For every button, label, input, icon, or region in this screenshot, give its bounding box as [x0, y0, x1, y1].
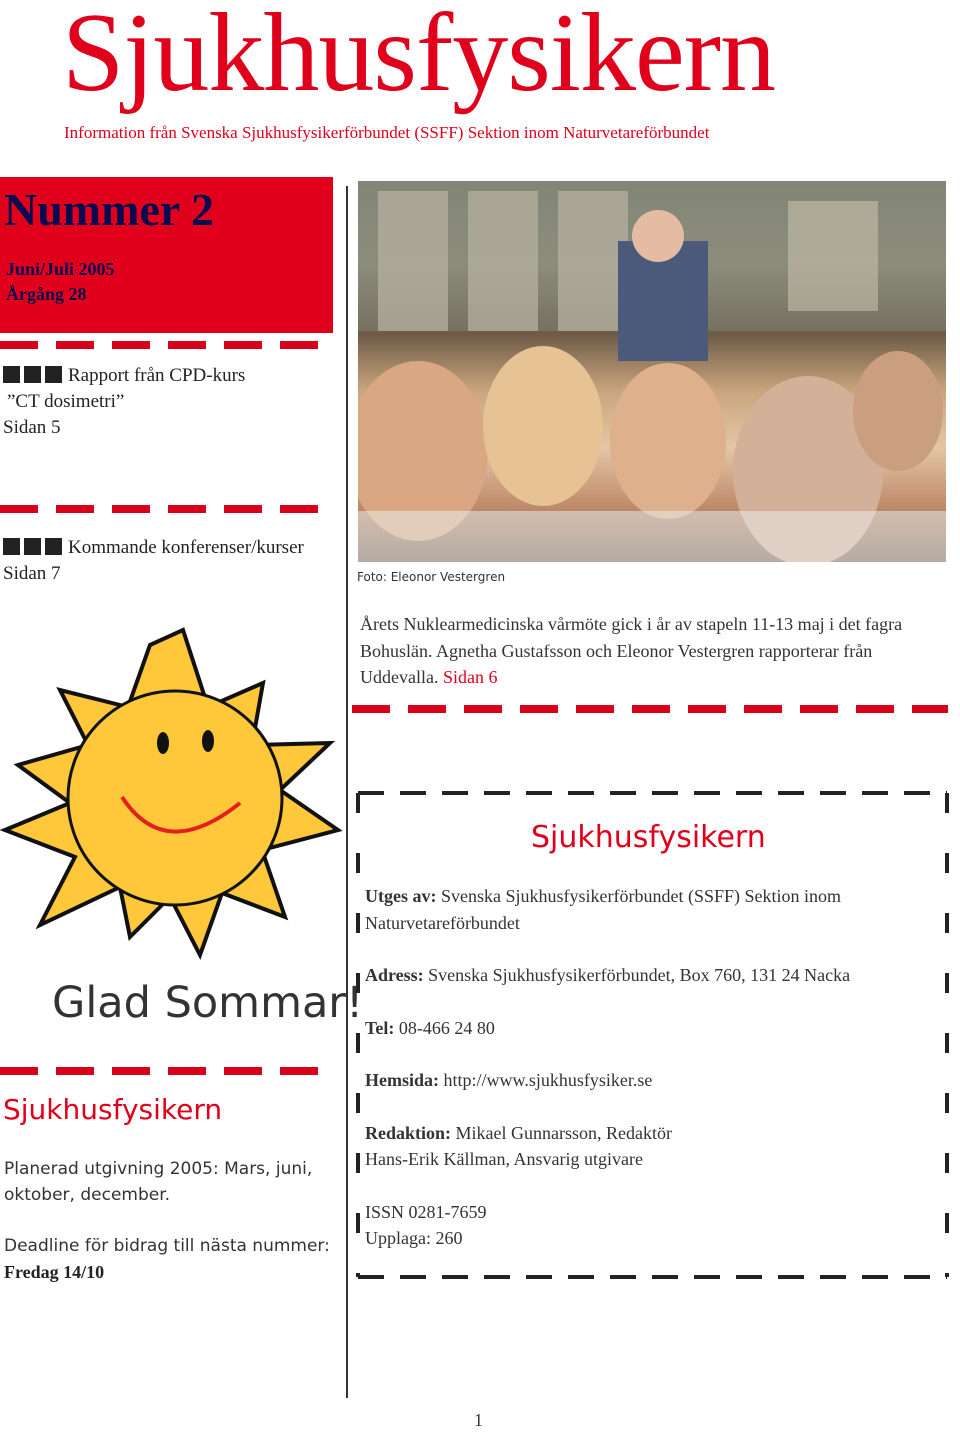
summer-greeting: Glad Sommar! — [52, 978, 364, 1028]
issue-box — [0, 177, 333, 333]
colophon-address: Adress: Svenska Sjukhusfysikerförbundet, Box 760, 131 24 Nacka — [365, 965, 851, 985]
schedule-heading: Sjukhusfysikern — [3, 1093, 223, 1126]
smiling-sun-icon — [0, 625, 345, 960]
schedule-planned: Planerad utgivning 2005: Mars, juni, oktober, december. — [4, 1159, 313, 1205]
colophon-editor: Redaktion: Mikael Gunnarsson, Redaktör — [365, 1122, 672, 1143]
masthead-title: Sjukhusfysikern — [62, 0, 775, 115]
divider — [0, 505, 334, 513]
issue-number: Nummer 2 — [4, 184, 214, 235]
bullet-squares-icon — [3, 366, 62, 383]
conference-photo — [358, 181, 946, 562]
page-number: 1 — [474, 1410, 483, 1430]
colophon-issn: ISSN 0281-7659 — [365, 1201, 487, 1222]
photo-caption-page[interactable]: Sidan 6 — [442, 667, 498, 687]
divider — [0, 341, 334, 349]
issue-volume: Årgång 28 — [6, 284, 87, 304]
teaser-conferences[interactable] — [3, 535, 304, 587]
photo-caption: Årets Nuklearmedicinska vårmöte gick i år av stapeln 11-13 maj i det fagra Bohuslän. Agnetha Gustafsson och Eleonor Vestergren rapporterar från Uddevalla. — [360, 614, 903, 687]
teaser-page: Sidan 5 — [3, 417, 61, 438]
teaser-sub: ”CT dosimetri” — [7, 391, 125, 412]
colophon-phone: Tel: 08-466 24 80 — [365, 1017, 495, 1038]
schedule-deadline-date: Fredag 14/10 — [4, 1262, 105, 1282]
colophon-publisher-responsible: Hans-Erik Källman, Ansvarig utgivare — [365, 1149, 643, 1169]
colophon-heading: Sjukhusfysikern — [531, 820, 766, 855]
teaser-page: Sidan 7 — [3, 563, 61, 584]
schedule-deadline-label: Deadline för bidrag till nästa nummer: — [4, 1236, 330, 1256]
column-rule — [346, 186, 348, 1398]
bullet-squares-icon — [3, 538, 62, 555]
teaser-title: Rapport från CPD-kurs — [68, 365, 246, 386]
colophon-website[interactable]: Hemsida: http://www.sjukhusfysiker.se — [365, 1070, 653, 1090]
colophon-publisher: Utges av: Svenska Sjukhusfysikerförbundet (SSFF) Sektion inom Naturvetareförbundet — [365, 886, 841, 933]
sun-face — [68, 691, 282, 905]
colophon-body — [365, 883, 953, 1252]
issue-date: Juni/Juli 2005 — [6, 259, 115, 279]
photo-caption-block — [360, 611, 940, 691]
masthead-subtitle: Information från Svenska Sjukhusfysikerförbundet (SSFF) Sektion inom Naturvetareförbundet — [64, 123, 710, 142]
photo-credit: Foto: Eleonor Vestergren — [357, 570, 506, 584]
divider — [352, 705, 948, 713]
divider — [0, 1067, 334, 1075]
teaser-cpd[interactable] — [3, 363, 245, 441]
colophon-circulation: Upplaga: 260 — [365, 1228, 463, 1248]
teaser-title: Kommande konferenser/kurser — [68, 537, 304, 558]
